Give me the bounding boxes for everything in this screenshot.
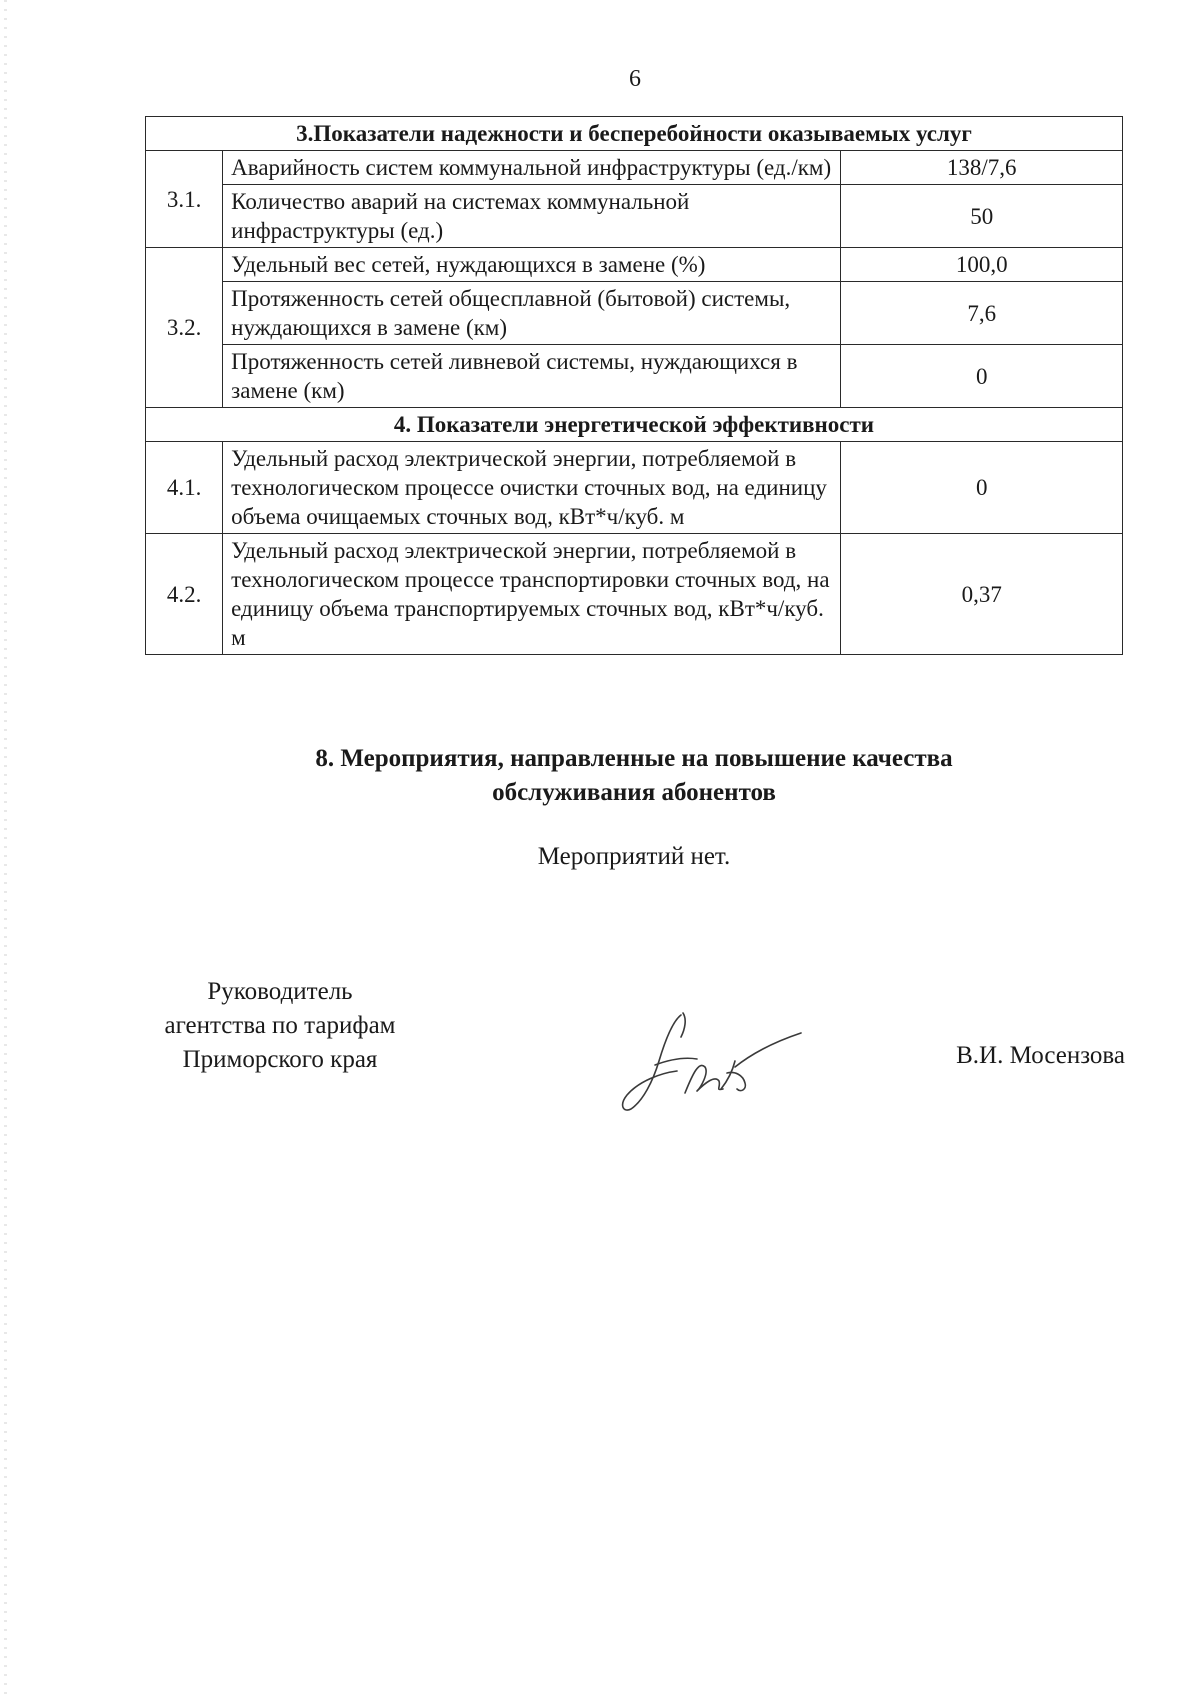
indicator-name: Удельный вес сетей, нуждающихся в замене (%) <box>223 248 841 282</box>
row-number: 4.1. <box>146 442 223 534</box>
signer-name: В.И. Мосензова <box>956 1042 1125 1069</box>
indicator-value: 100,0 <box>841 248 1123 282</box>
indicator-value: 50 <box>841 185 1123 248</box>
section-3-title: 3.Показатели надежности и бесперебойности оказываемых услуг <box>146 117 1123 151</box>
section-8-heading-line: 8. Мероприятия, направленные на повышение качества <box>315 745 953 772</box>
handwritten-signature <box>615 1005 805 1115</box>
indicator-value: 138/7,6 <box>841 151 1123 185</box>
indicator-name: Удельный расход электрической энергии, потребляемой в технологическом процессе очистки сточных вод, на единицу объема очищаемых сточных вод, кВт*ч/куб. м <box>223 442 841 534</box>
signer-position <box>130 975 430 1077</box>
indicator-name: Протяженность сетей ливневой системы, нуждающихся в замене (км) <box>223 345 841 408</box>
table-row <box>146 185 1123 248</box>
row-number: 4.2. <box>146 534 223 655</box>
indicator-value: 0 <box>841 345 1123 408</box>
table-row <box>146 442 1123 534</box>
section-3-header-row <box>146 117 1123 151</box>
indicator-value: 0 <box>841 442 1123 534</box>
section-8-body: Мероприятий нет. <box>537 843 731 870</box>
indicator-name: Удельный расход электрической энергии, потребляемой в технологическом процессе транспортировки сточных вод, на единицу объема транспортируемых сточных вод, кВт*ч/куб. м <box>223 534 841 655</box>
signer-position-line: Приморского края <box>182 1046 378 1073</box>
row-number: 3.1. <box>146 151 223 248</box>
section-8-heading <box>145 742 1123 810</box>
row-number: 3.2. <box>146 248 223 408</box>
indicator-name: Аварийность систем коммунальной инфраструктуры (ед./км) <box>223 151 841 185</box>
scan-edge-artifact <box>4 0 7 1698</box>
section-8-heading-line: обслуживания абонентов <box>492 779 776 806</box>
table-row <box>146 534 1123 655</box>
section-4-title: 4. Показатели энергетической эффективности <box>146 408 1123 442</box>
indicator-value: 7,6 <box>841 282 1123 345</box>
table-row <box>146 345 1123 408</box>
indicators-table <box>145 116 1123 655</box>
indicator-value: 0,37 <box>841 534 1123 655</box>
table-row <box>146 151 1123 185</box>
table-row <box>146 282 1123 345</box>
page-number: 6 <box>629 66 641 92</box>
signer-position-line: Руководитель <box>207 978 353 1005</box>
indicator-name: Протяженность сетей общесплавной (бытовой) системы, нуждающихся в замене (км) <box>223 282 841 345</box>
signer-position-line: агентства по тарифам <box>164 1012 396 1039</box>
indicator-name: Количество аварий на системах коммунальной инфраструктуры (ед.) <box>223 185 841 248</box>
table-row <box>146 248 1123 282</box>
section-4-header-row <box>146 408 1123 442</box>
